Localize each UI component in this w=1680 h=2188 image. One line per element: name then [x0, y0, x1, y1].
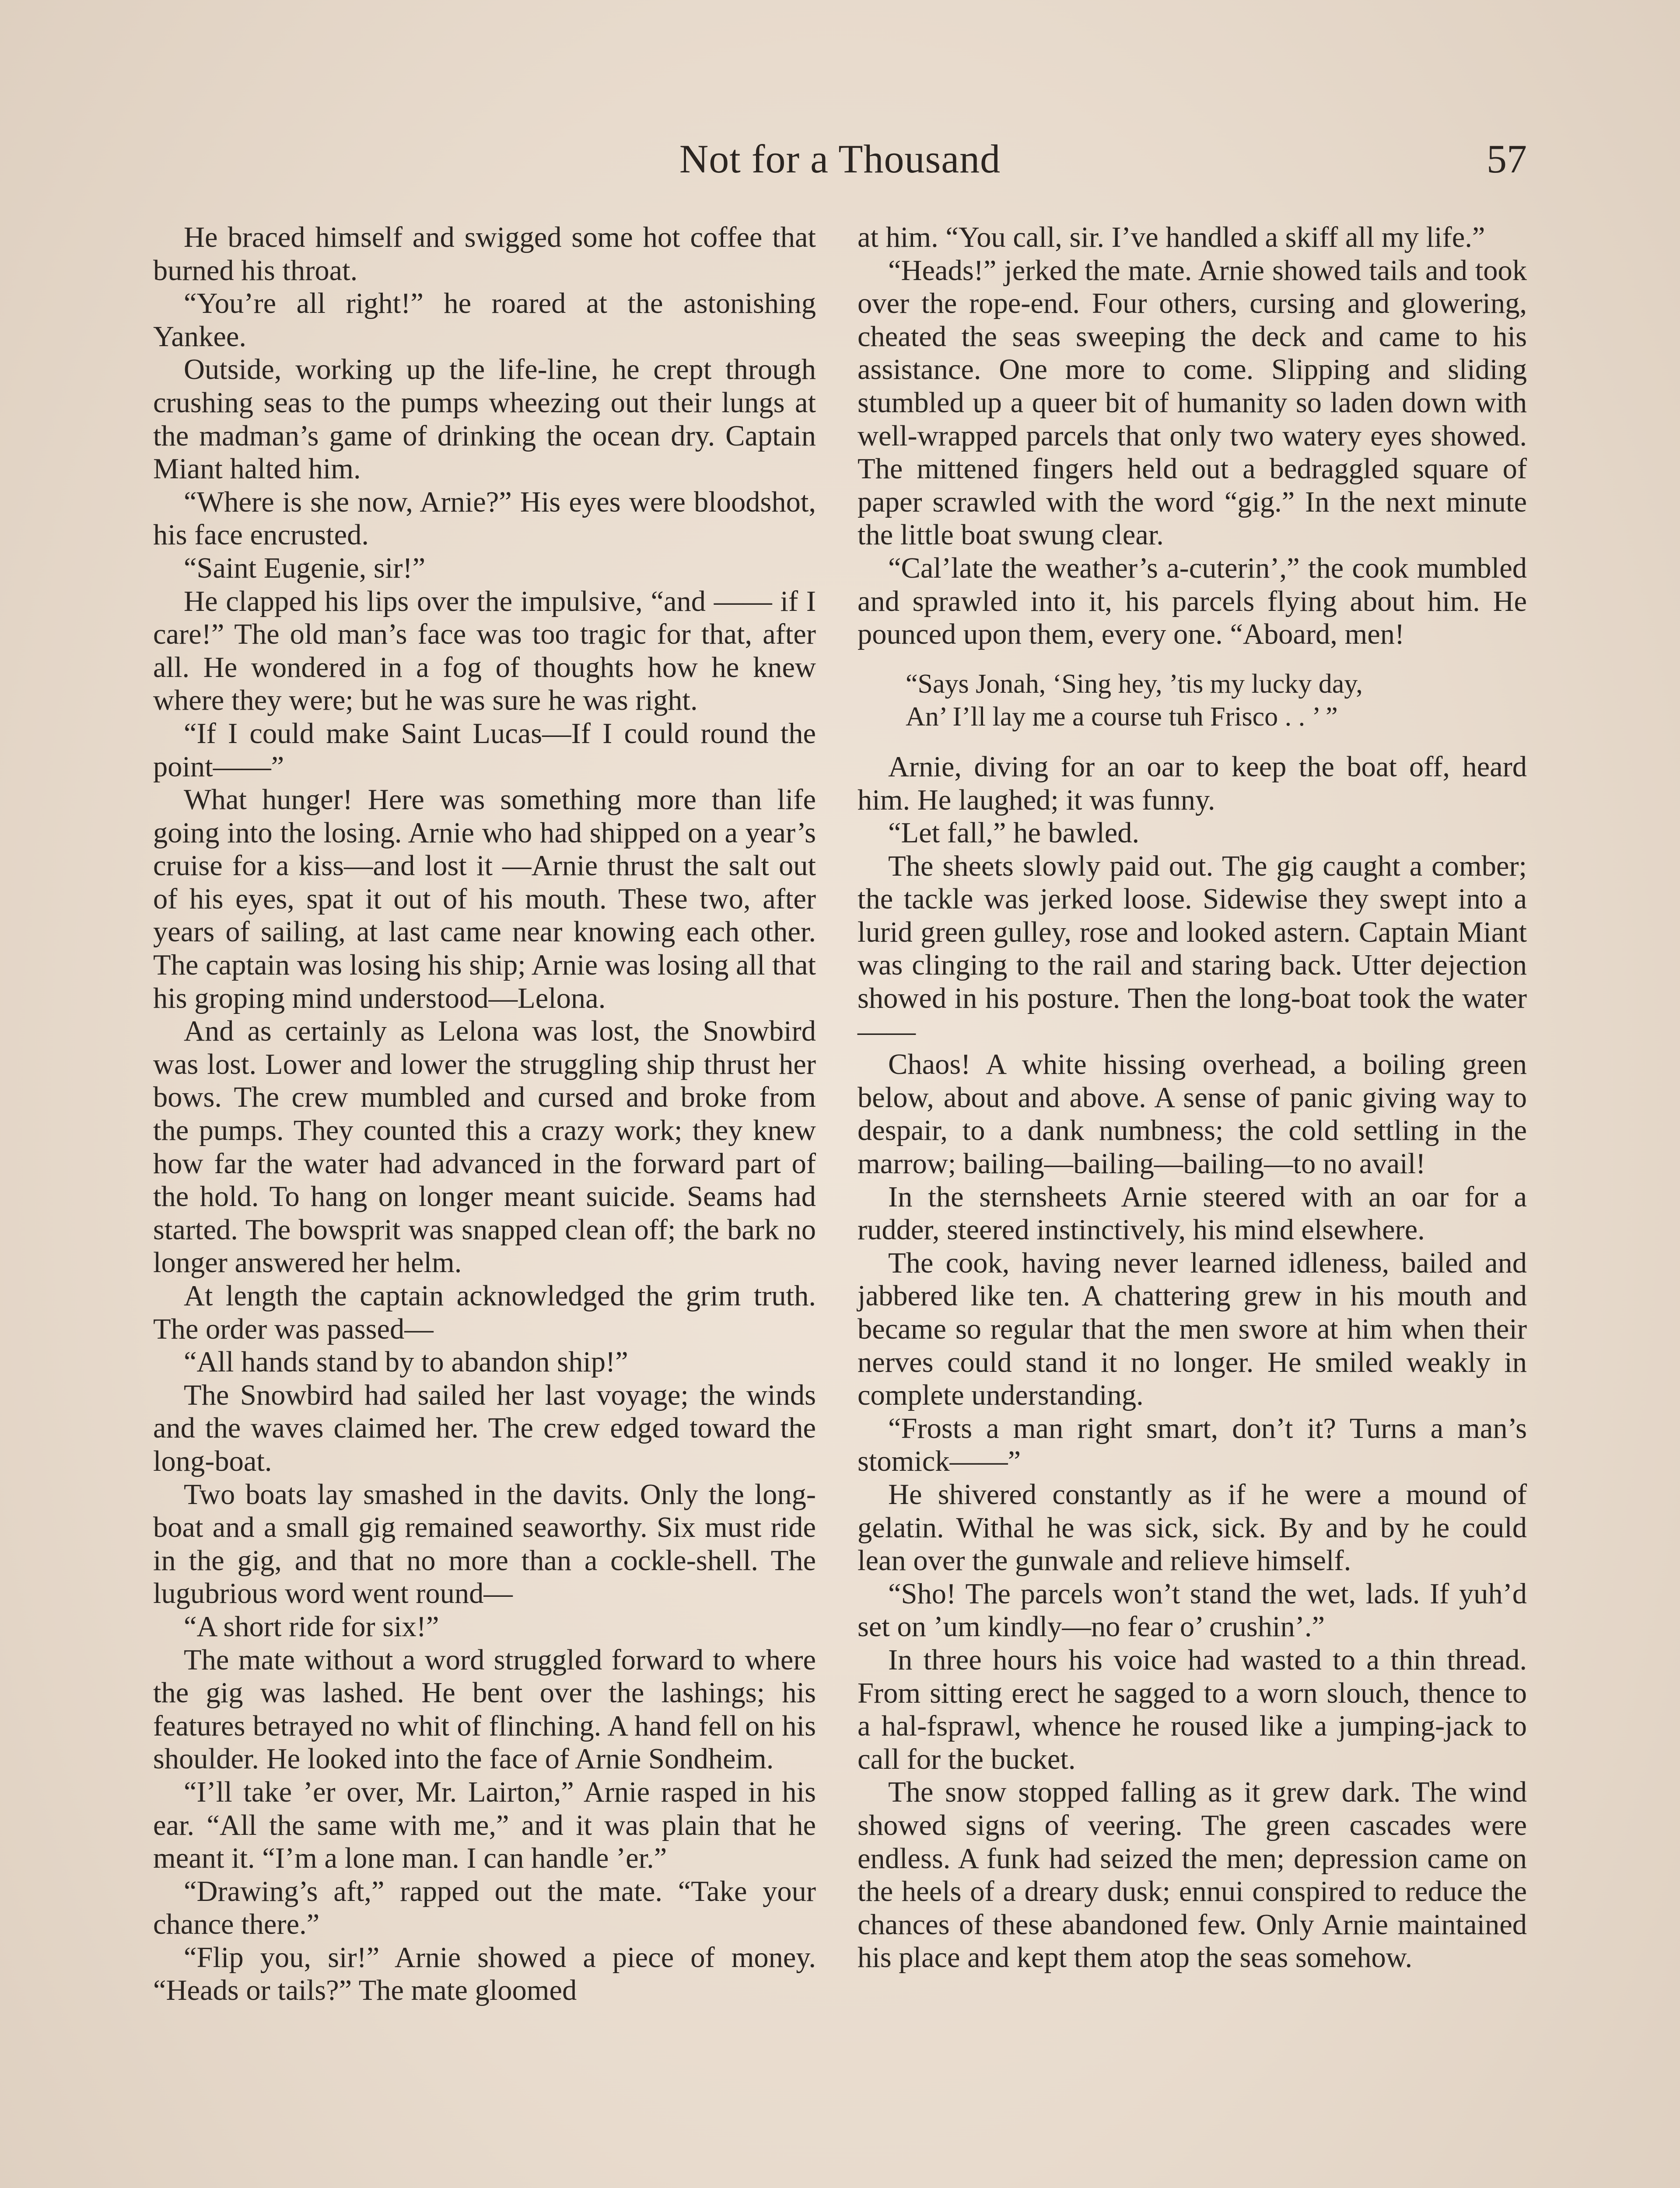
- paragraph: The Snowbird had sailed her last voyage; the winds and the waves claimed her. The crew edged toward the long-boat.: [153, 1379, 816, 1477]
- song-verse: [906, 668, 1527, 734]
- paragraph: “Frosts a man right smart, don’t it? Turns a man’s stomick——”: [858, 1412, 1527, 1478]
- paragraph: Arnie, diving for an oar to keep the boat off, heard him. He laughed; it was funny.: [858, 750, 1527, 816]
- paragraph: “Heads!” jerked the mate. Arnie showed tails and took over the rope-end. Four others, cursing and glowering, cheated the seas sweeping the deck and came to his assistance. One more to come. Slipping and sliding stumbled up a queer bit of humanity so laden down with well-wrapped parcels that only two watery eyes showed. The mittened fingers held out a bedraggled square of paper scrawled with the word “gig.” In the next minute the little boat swung clear.: [858, 254, 1527, 551]
- paragraph: The cook, having never learned idleness, bailed and jabbered like ten. A chattering grew in his mouth and became so regular that the men swore at him when their nerves could stand it no longer. He smiled weakly in complete understanding.: [858, 1247, 1527, 1412]
- paragraph: The mate without a word struggled forward to where the gig was lashed. He bent over the lashings; his features betrayed no whit of flinching. A hand fell on his shoulder. He looked into the face of Arnie Sondheim.: [153, 1644, 816, 1775]
- paragraph: “Drawing’s aft,” rapped out the mate. “Take your chance there.”: [153, 1875, 816, 1941]
- paragraph: “Let fall,” he bawled.: [888, 817, 1140, 849]
- paragraph: “Flip you, sir!” Arnie showed a piece of money. “Heads or tails?” The mate gloomed: [153, 1941, 816, 2007]
- paragraph: The sheets slowly paid out. The gig caught a comber; the tackle was jerked loose. Sidewise they swept into a lurid green gulley, rose and looked astern. Captain Miant was clinging to the rail and staring back. Utter dejection showed in his posture. Then the long-boat took the water——: [858, 850, 1527, 1048]
- paragraph: “If I could make Saint Lucas—If I could round the point——”: [153, 717, 816, 783]
- paragraph-continued: at him. “You call, sir. I’ve handled a skiff all my life.”: [858, 221, 1485, 253]
- text-column-right: [858, 221, 1527, 1974]
- page-number: 57: [1487, 137, 1527, 181]
- paragraph: Outside, working up the life-line, he crept through crushing seas to the pumps wheezing out their lungs at the madman’s game of drinking the ocean dry. Captain Miant halted him.: [153, 354, 816, 485]
- paragraph: Chaos! A white hissing overhead, a boiling green below, about and above. A sense of panic giving way to despair, to a dank numbness; the cold settling in the marrow; bailing—bailing—bailing—to no avail!: [858, 1048, 1527, 1180]
- paragraph: “You’re all right!” he roared at the astonishing Yankee.: [153, 288, 816, 353]
- paragraph: In the sternsheets Arnie steered with an oar for a rudder, steered instinctively, his mind elsewhere.: [858, 1181, 1527, 1246]
- page-header: [153, 127, 1527, 193]
- paragraph: “A short ride for six!”: [184, 1610, 439, 1643]
- paragraph: “Sho! The parcels won’t stand the wet, lads. If yuh’d set on ’um kindly—no fear o’ crushin’.”: [858, 1578, 1527, 1643]
- paragraph: “Cal’late the weather’s a-cuterin’,” the cook mumbled and sprawled into it, his parcels flying about him. He pounced upon them, every one. “Aboard, men!: [858, 552, 1527, 651]
- paragraph: The snow stopped falling as it grew dark. The wind showed signs of veering. The green cascades were endless. A funk had seized the men; depression came on the heels of a dreary dusk; ennui conspired to reduce the chances of these abandoned few. Only Arnie maintained his place and kept them atop the seas somehow.: [858, 1776, 1527, 1974]
- paragraph: At length the captain acknowledged the grim truth. The order was passed—: [153, 1280, 816, 1345]
- paragraph: And as certainly as Lelona was lost, the Snowbird was lost. Lower and lower the struggling ship thrust her bows. The crew mumbled and cursed and broke from the pumps. They counted this a crazy work; they knew how far the water had advanced in the forward part of the hold. To hang on longer meant suicide. Seams had started. The bowsprit was snapped clean off; the bark no longer answered her helm.: [153, 1015, 816, 1279]
- paragraph: “Where is she now, Arnie?” His eyes were bloodshot, his face encrusted.: [153, 486, 816, 551]
- paragraph: “I’ll take ’er over, Mr. Lairton,” Arnie rasped in his ear. “All the same with me,” and it was plain that he meant it. “I’m a lone man. I can handle ’er.”: [153, 1776, 816, 1875]
- paragraph: What hunger! Here was something more than life going into the losing. Arnie who had shipped on a year’s cruise for a kiss—and lost it —Arnie thrust the salt out of his eyes, spat it out of his mouth. These two, after years of sailing, at last came near knowing each other. The captain was losing his ship; Arnie was losing all that his groping mind understood—Lelona.: [153, 784, 816, 1014]
- paragraph: He clapped his lips over the impulsive, “and —— if I care!” The old man’s face was too tragic for that, after all. He wondered in a fog of thoughts how he knew where they were; but he was sure he was right.: [153, 585, 816, 717]
- paragraph: He shivered constantly as if he were a mound of gelatin. Withal he was sick, sick. By and by he could lean over the gunwale and relieve himself.: [858, 1478, 1527, 1577]
- paragraph: He braced himself and swigged some hot coffee that burned his throat.: [153, 221, 816, 287]
- paragraph: Two boats lay smashed in the davits. Only the long-boat and a small gig remained seaworthy. Six must ride in the gig, and that no more than a cockle-shell. The lugubrious word went round—: [153, 1478, 816, 1610]
- verse-line: “Says Jonah, ‘Sing hey, ’tis my lucky day,: [906, 669, 1363, 699]
- paragraph: “Saint Eugenie, sir!”: [184, 552, 426, 584]
- paragraph: In three hours his voice had wasted to a thin thread. From sitting erect he sagged to a worn slouch, thence to a hal-fsprawl, whence he roused like a jumping-jack to call for the bucket.: [858, 1644, 1527, 1775]
- text-column-left: [153, 221, 816, 2007]
- verse-line: An’ I’ll lay me a course tuh Frisco . . ’ ”: [906, 702, 1338, 732]
- running-title: Not for a Thousand: [679, 137, 1001, 181]
- paragraph: “All hands stand by to abandon ship!”: [184, 1346, 628, 1378]
